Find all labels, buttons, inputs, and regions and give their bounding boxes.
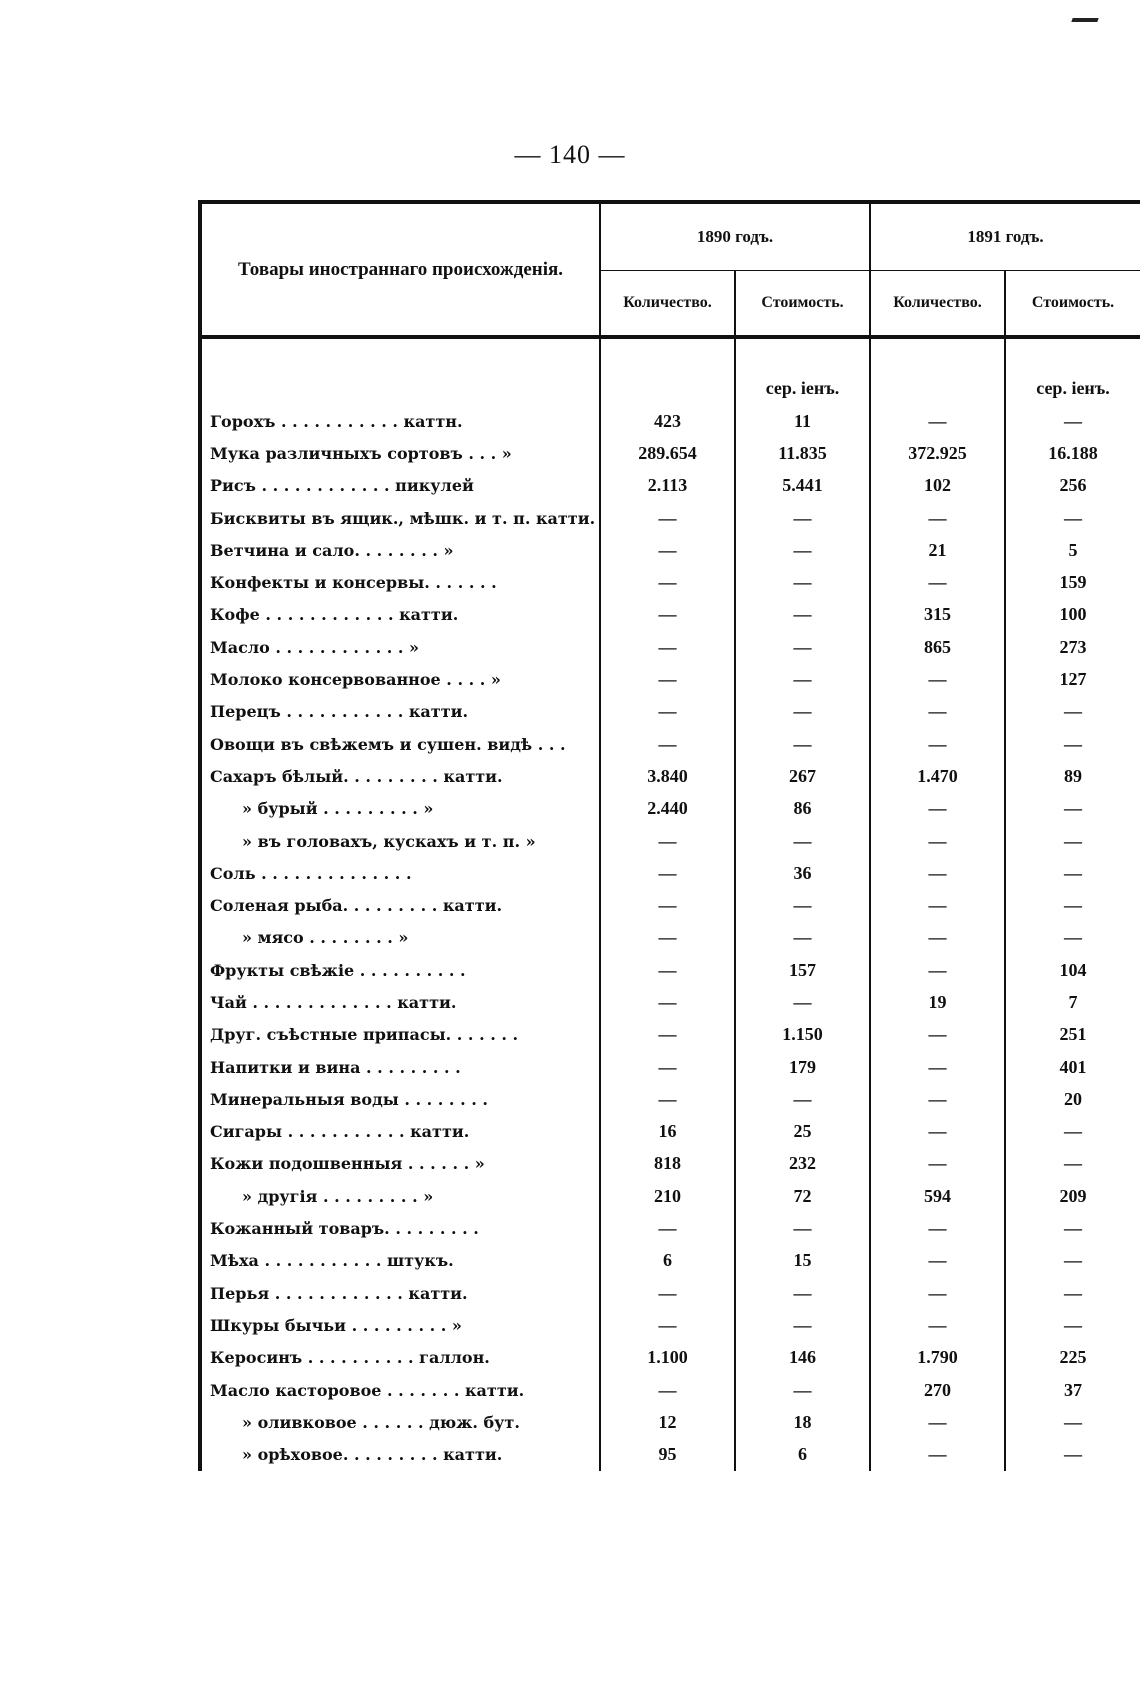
- goods-name-cell: Соль . . . . . . . . . . . . . .: [200, 857, 600, 889]
- cost-1890-cell: 6: [735, 1439, 870, 1471]
- qty-1891-cell: 1.790: [870, 1342, 1005, 1374]
- qty-1890-cell: 2.440: [600, 793, 735, 825]
- table-row: [200, 954, 1140, 986]
- qty-1891-cell: —: [870, 566, 1005, 598]
- table-row: [200, 1439, 1140, 1471]
- cost-1891-cell: —: [1005, 1212, 1140, 1244]
- qty-1890-cell: —: [600, 1212, 735, 1244]
- qty-1890-cell: —: [600, 534, 735, 566]
- table-row: [200, 599, 1140, 631]
- goods-name-text: » орѣховое. . . . . . . . . катти.: [242, 1445, 503, 1465]
- cost-1891-header: Стоимость.: [1005, 271, 1140, 338]
- cost-1890-cell: —: [735, 986, 870, 1018]
- goods-name-cell: Чай . . . . . . . . . . . . . катти.: [200, 986, 600, 1018]
- goods-name-cell: Минеральныя воды . . . . . . . .: [200, 1083, 600, 1115]
- goods-name-cell: Бисквиты въ ящик., мѣшк. и т. п. катти.: [200, 502, 600, 534]
- goods-name-cell: Шкуры бычьи . . . . . . . . . »: [200, 1309, 600, 1341]
- qty-1890-cell: —: [600, 566, 735, 598]
- cost-1891-cell: —: [1005, 793, 1140, 825]
- table-row: [200, 470, 1140, 502]
- qty-1891-cell: —: [870, 696, 1005, 728]
- cost-1890-cell: —: [735, 502, 870, 534]
- qty-1890-cell: —: [600, 889, 735, 921]
- qty-1890-cell: —: [600, 728, 735, 760]
- table-row: [200, 502, 1140, 534]
- qty-1891-cell: 594: [870, 1180, 1005, 1212]
- qty-1890-cell: —: [600, 825, 735, 857]
- goods-name-cell: [200, 922, 600, 954]
- table-body: [200, 337, 1140, 1471]
- qty-1890-cell: —: [600, 1083, 735, 1115]
- goods-name-text: » въ головахъ, кускахъ и т. п. »: [242, 831, 536, 851]
- cost-1890-cell: 232: [735, 1148, 870, 1180]
- cost-1891-cell: —: [1005, 502, 1140, 534]
- cost-1891-cell: 401: [1005, 1051, 1140, 1083]
- qty-1891-cell: —: [870, 825, 1005, 857]
- qty-1891-cell: —: [870, 922, 1005, 954]
- cost-1891-cell: 100: [1005, 599, 1140, 631]
- table-row: [200, 889, 1140, 921]
- cost-1890-cell: 15: [735, 1245, 870, 1277]
- import-goods-table-container: [198, 200, 1140, 1504]
- cost-1890-cell: 72: [735, 1180, 870, 1212]
- goods-name-cell: Сахаръ бѣлый. . . . . . . . . катти.: [200, 760, 600, 792]
- cost-1890-cell: 25: [735, 1116, 870, 1148]
- goods-name-cell: Перья . . . . . . . . . . . . катти.: [200, 1277, 600, 1309]
- table-row: [200, 986, 1140, 1018]
- cost-1891-cell: —: [1005, 1406, 1140, 1438]
- cost-1890-cell: —: [735, 1309, 870, 1341]
- cost-1891-cell: —: [1005, 857, 1140, 889]
- table-row: [200, 1180, 1140, 1212]
- unit-qty-1891: [870, 337, 1005, 405]
- cost-1890-cell: —: [735, 825, 870, 857]
- cost-1890-cell: —: [735, 631, 870, 663]
- cost-1890-cell: 157: [735, 954, 870, 986]
- cost-1891-cell: 127: [1005, 663, 1140, 695]
- cost-1891-cell: 5: [1005, 534, 1140, 566]
- table-row: [200, 793, 1140, 825]
- cost-1891-cell: —: [1005, 1309, 1140, 1341]
- table-row: [200, 696, 1140, 728]
- table-row: [200, 437, 1140, 469]
- cost-1891-cell: 159: [1005, 566, 1140, 598]
- cost-1891-cell: 225: [1005, 1342, 1140, 1374]
- goods-name-cell: Керосинъ . . . . . . . . . . галлон.: [200, 1342, 600, 1374]
- table-row: [200, 1083, 1140, 1115]
- cost-1891-cell: 20: [1005, 1083, 1140, 1115]
- goods-name-cell: Напитки и вина . . . . . . . . .: [200, 1051, 600, 1083]
- cost-1890-cell: —: [735, 566, 870, 598]
- qty-1891-cell: —: [870, 1212, 1005, 1244]
- table-row: [200, 1374, 1140, 1406]
- qty-1891-cell: 21: [870, 534, 1005, 566]
- cost-1890-cell: —: [735, 696, 870, 728]
- qty-1890-cell: 2.113: [600, 470, 735, 502]
- qty-1891-cell: —: [870, 857, 1005, 889]
- cost-1890-cell: —: [735, 728, 870, 760]
- table-row: [200, 760, 1140, 792]
- goods-name-text: » оливковое . . . . . . дюж. бут.: [242, 1412, 520, 1432]
- goods-name-cell: Друг. съѣстные припасы. . . . . . .: [200, 1019, 600, 1051]
- table-row: [200, 1406, 1140, 1438]
- goods-name-cell: Молоко консервованное . . . . »: [200, 663, 600, 695]
- qty-1891-cell: 315: [870, 599, 1005, 631]
- cost-1891-cell: —: [1005, 1116, 1140, 1148]
- goods-name-cell: Овощи въ свѣжемъ и сушен. видѣ . . .: [200, 728, 600, 760]
- goods-name-text: » другія . . . . . . . . . »: [242, 1186, 434, 1206]
- cost-1891-cell: —: [1005, 728, 1140, 760]
- qty-1890-header: Количество.: [600, 271, 735, 338]
- qty-1890-cell: 818: [600, 1148, 735, 1180]
- goods-name-cell: Перецъ . . . . . . . . . . . катти.: [200, 696, 600, 728]
- qty-1891-cell: —: [870, 405, 1005, 437]
- goods-name-cell: Кожи подошвенныя . . . . . . »: [200, 1148, 600, 1180]
- table-row: [200, 1212, 1140, 1244]
- goods-name-cell: [200, 1180, 600, 1212]
- qty-1891-cell: —: [870, 502, 1005, 534]
- cost-1890-cell: —: [735, 1277, 870, 1309]
- cost-1891-cell: 37: [1005, 1374, 1140, 1406]
- table-row: [200, 1116, 1140, 1148]
- table-row: [200, 534, 1140, 566]
- qty-1891-cell: 102: [870, 470, 1005, 502]
- qty-1890-cell: —: [600, 599, 735, 631]
- goods-name-cell: [200, 793, 600, 825]
- unit-cost-1891: сер. іенъ.: [1005, 337, 1140, 405]
- cost-1890-cell: 1.150: [735, 1019, 870, 1051]
- cost-1891-cell: —: [1005, 1439, 1140, 1471]
- goods-name-cell: Масло . . . . . . . . . . . . »: [200, 631, 600, 663]
- cost-1890-cell: 86: [735, 793, 870, 825]
- qty-1891-cell: —: [870, 1148, 1005, 1180]
- cost-1890-cell: —: [735, 1212, 870, 1244]
- cost-1891-cell: 89: [1005, 760, 1140, 792]
- goods-name-cell: Горохъ . . . . . . . . . . . каттн.: [200, 405, 600, 437]
- cost-1890-cell: —: [735, 534, 870, 566]
- cost-1890-cell: —: [735, 599, 870, 631]
- goods-name-cell: Кожанный товаръ. . . . . . . . .: [200, 1212, 600, 1244]
- goods-name-cell: Мѣха . . . . . . . . . . . штукъ.: [200, 1245, 600, 1277]
- cost-1891-cell: —: [1005, 1277, 1140, 1309]
- qty-1891-cell: —: [870, 1019, 1005, 1051]
- cost-1890-cell: —: [735, 1374, 870, 1406]
- qty-1890-cell: —: [600, 1019, 735, 1051]
- qty-1890-cell: 95: [600, 1439, 735, 1471]
- qty-1890-cell: —: [600, 663, 735, 695]
- qty-1891-cell: 372.925: [870, 437, 1005, 469]
- goods-name-cell: Конфекты и консервы. . . . . . .: [200, 566, 600, 598]
- qty-1891-cell: —: [870, 1406, 1005, 1438]
- qty-1890-cell: —: [600, 696, 735, 728]
- cost-1890-cell: 179: [735, 1051, 870, 1083]
- cost-1891-cell: —: [1005, 696, 1140, 728]
- unit-qty-1890: [600, 337, 735, 405]
- qty-1891-cell: —: [870, 1116, 1005, 1148]
- qty-1891-cell: —: [870, 1083, 1005, 1115]
- page-number: — 140 —: [514, 140, 626, 169]
- goods-name-cell: [200, 1439, 600, 1471]
- qty-1891-cell: 270: [870, 1374, 1005, 1406]
- qty-1890-cell: —: [600, 922, 735, 954]
- unit-row: [200, 337, 1140, 405]
- table-row: [200, 631, 1140, 663]
- cost-1891-cell: —: [1005, 889, 1140, 921]
- qty-1890-cell: 1.100: [600, 1342, 735, 1374]
- qty-1890-cell: —: [600, 954, 735, 986]
- qty-1890-cell: 289.654: [600, 437, 735, 469]
- qty-1891-cell: —: [870, 1245, 1005, 1277]
- cost-1890-cell: 146: [735, 1342, 870, 1374]
- qty-1891-cell: 1.470: [870, 760, 1005, 792]
- qty-1890-cell: —: [600, 1277, 735, 1309]
- qty-1890-cell: —: [600, 1309, 735, 1341]
- qty-1890-cell: 16: [600, 1116, 735, 1148]
- table-row: [200, 922, 1140, 954]
- table-row: [200, 1148, 1140, 1180]
- table-row: [200, 857, 1140, 889]
- qty-1890-cell: 6: [600, 1245, 735, 1277]
- cost-1890-cell: —: [735, 922, 870, 954]
- qty-1891-header: Количество.: [870, 271, 1005, 338]
- goods-name-cell: Рисъ . . . . . . . . . . . . пикулей: [200, 470, 600, 502]
- qty-1890-cell: —: [600, 502, 735, 534]
- cost-1891-cell: —: [1005, 1148, 1140, 1180]
- goods-column-header: Товары иностраннаго происхожденія.: [200, 202, 600, 337]
- qty-1890-cell: —: [600, 986, 735, 1018]
- cost-1890-cell: —: [735, 889, 870, 921]
- qty-1891-cell: 19: [870, 986, 1005, 1018]
- cost-1891-cell: —: [1005, 825, 1140, 857]
- goods-name-cell: Кофе . . . . . . . . . . . . катти.: [200, 599, 600, 631]
- table-row: [200, 1342, 1140, 1374]
- qty-1891-cell: —: [870, 1439, 1005, 1471]
- corner-mark: [1071, 18, 1098, 22]
- qty-1891-cell: —: [870, 663, 1005, 695]
- cost-1890-cell: 36: [735, 857, 870, 889]
- qty-1890-cell: —: [600, 1051, 735, 1083]
- qty-1890-cell: —: [600, 631, 735, 663]
- goods-name-cell: Фрукты свѣжіе . . . . . . . . . .: [200, 954, 600, 986]
- cost-1891-cell: 256: [1005, 470, 1140, 502]
- year-1890-header: 1890 годъ.: [600, 202, 870, 271]
- table-row: [200, 566, 1140, 598]
- cost-1890-cell: —: [735, 1083, 870, 1115]
- unit-row-name: [200, 337, 600, 405]
- qty-1891-cell: —: [870, 1051, 1005, 1083]
- cost-1890-cell: 11.835: [735, 437, 870, 469]
- goods-name-cell: Сигары . . . . . . . . . . . катти.: [200, 1116, 600, 1148]
- goods-name-cell: [200, 825, 600, 857]
- goods-name-cell: Мука различныхъ сортовъ . . . »: [200, 437, 600, 469]
- goods-name-cell: Ветчина и сало. . . . . . . . »: [200, 534, 600, 566]
- qty-1891-cell: —: [870, 1277, 1005, 1309]
- cost-1891-cell: 16.188: [1005, 437, 1140, 469]
- cost-1891-cell: 7: [1005, 986, 1140, 1018]
- cost-1891-cell: 273: [1005, 631, 1140, 663]
- qty-1891-cell: —: [870, 793, 1005, 825]
- qty-1891-cell: —: [870, 728, 1005, 760]
- table-row: [200, 1245, 1140, 1277]
- table-row: [200, 405, 1140, 437]
- cost-1890-header: Стоимость.: [735, 271, 870, 338]
- table-row: [200, 728, 1140, 760]
- goods-name-cell: [200, 1406, 600, 1438]
- cost-1891-cell: 104: [1005, 954, 1140, 986]
- cost-1891-cell: —: [1005, 922, 1140, 954]
- qty-1891-cell: —: [870, 1309, 1005, 1341]
- unit-cost-1890: сер. іенъ.: [735, 337, 870, 405]
- table-row: [200, 1277, 1140, 1309]
- cost-1890-cell: 11: [735, 405, 870, 437]
- table-row: [200, 825, 1140, 857]
- qty-1891-cell: —: [870, 889, 1005, 921]
- cost-1891-cell: 251: [1005, 1019, 1140, 1051]
- goods-name-cell: Соленая рыба. . . . . . . . . катти.: [200, 889, 600, 921]
- table-row: [200, 1309, 1140, 1341]
- year-1891-header: 1891 годъ.: [870, 202, 1140, 271]
- cost-1891-cell: 209: [1005, 1180, 1140, 1212]
- cost-1891-cell: —: [1005, 405, 1140, 437]
- table-row: [200, 1019, 1140, 1051]
- import-goods-table: [198, 200, 1140, 1471]
- qty-1891-cell: 865: [870, 631, 1005, 663]
- goods-name-text: » бурый . . . . . . . . . »: [242, 799, 434, 819]
- cost-1891-cell: —: [1005, 1245, 1140, 1277]
- cost-1890-cell: 18: [735, 1406, 870, 1438]
- qty-1890-cell: 12: [600, 1406, 735, 1438]
- goods-name-cell: Масло касторовое . . . . . . . катти.: [200, 1374, 600, 1406]
- table-row: [200, 1051, 1140, 1083]
- qty-1890-cell: 210: [600, 1180, 735, 1212]
- qty-1891-cell: —: [870, 954, 1005, 986]
- qty-1890-cell: 3.840: [600, 760, 735, 792]
- cost-1890-cell: —: [735, 663, 870, 695]
- cost-1890-cell: 267: [735, 760, 870, 792]
- table-row: [200, 663, 1140, 695]
- cost-1890-cell: 5.441: [735, 470, 870, 502]
- qty-1890-cell: —: [600, 857, 735, 889]
- qty-1890-cell: 423: [600, 405, 735, 437]
- goods-name-text: » мясо . . . . . . . . »: [242, 928, 409, 948]
- qty-1890-cell: —: [600, 1374, 735, 1406]
